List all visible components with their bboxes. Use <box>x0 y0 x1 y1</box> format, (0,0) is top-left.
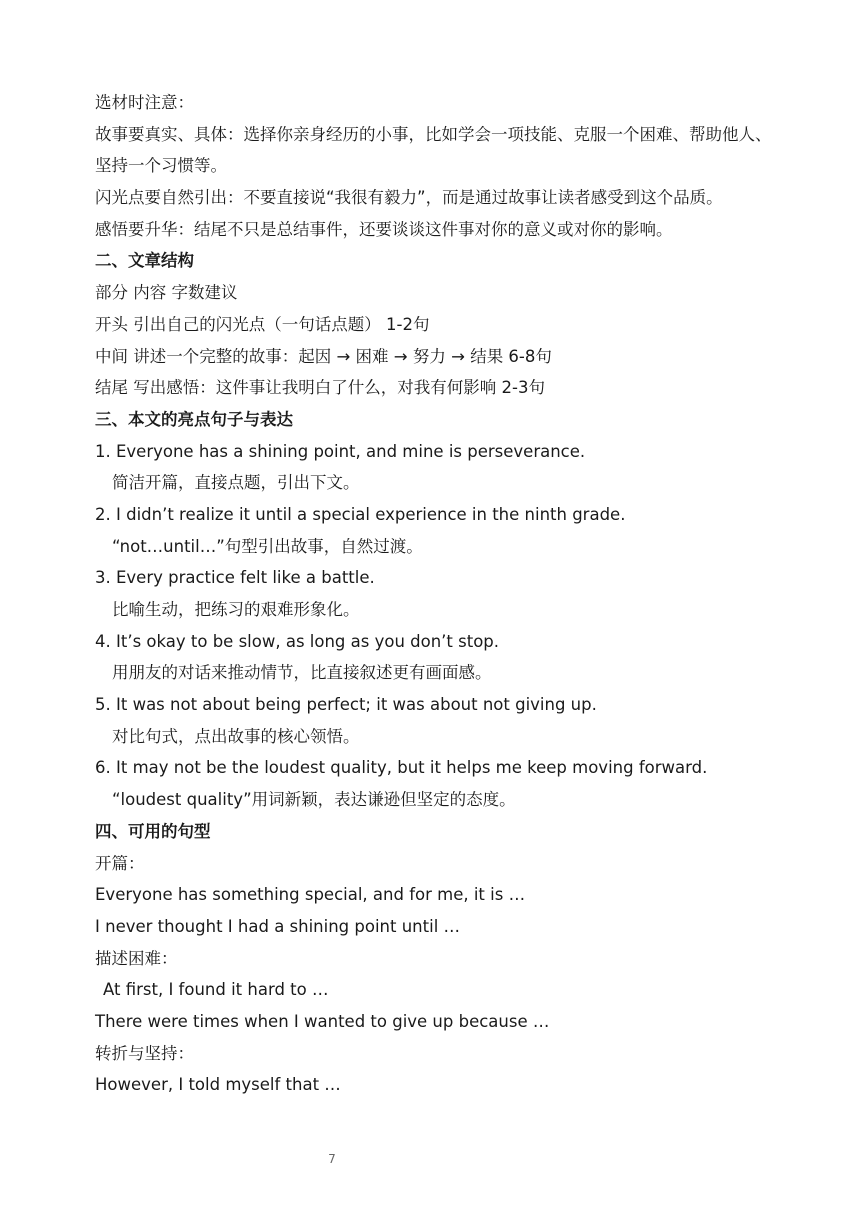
tip-real-specific: 故事要真实、具体：选择你亲身经历的小事，比如学会一项技能、克服一个困难、帮助他人、坚持一个习惯等。 <box>95 124 772 176</box>
highlight-note-6: “loudest quality”用词新颖，表达谦逊但坚定的态度。 <box>112 790 516 810</box>
highlight-sentence-5: 5. It was not about being perfect; it was about not giving up. <box>95 695 597 715</box>
material-selection-intro: 选材时注意： <box>95 93 194 112</box>
highlight-note-2: “not…until…”句型引出故事，自然过渡。 <box>112 536 423 556</box>
document-page <box>95 87 795 1101</box>
highlight-sentence-6: 6. It may not be the loudest quality, but it helps me keep moving forward. <box>95 758 708 778</box>
highlight-sentence-3: 3. Every practice felt like a battle. <box>95 568 375 588</box>
highlight-note-3: 比喻生动，把练习的艰难形象化。 <box>112 600 360 620</box>
tip-sublimate-reflection: 感悟要升华：结尾不只是总结事件，还要谈谈这件事对你的意义或对你的影响。 <box>95 219 673 239</box>
highlight-note-5: 对比句式，点出故事的核心领悟。 <box>112 726 360 746</box>
pattern-label-opening: 开篇： <box>95 853 145 873</box>
pattern-difficulty-1: At first, I found it hard to … <box>103 980 329 1000</box>
page-number: 7 <box>328 1152 336 1166</box>
pattern-label-turn: 转折与坚持： <box>95 1043 194 1063</box>
structure-row-ending: 结尾 写出感悟：这件事让我明白了什么，对我有何影响 2-3句 <box>95 378 545 398</box>
pattern-label-difficulty: 描述困难： <box>95 948 178 968</box>
highlight-sentence-4: 4. It’s okay to be slow, as long as you don’t stop. <box>95 631 500 651</box>
section-heading-sentence-patterns: 四、可用的句型 <box>95 821 211 841</box>
highlight-sentence-1: 1. Everyone has a shining point, and mine is perseverance. <box>95 441 586 461</box>
section-heading-highlights: 三、本文的亮点句子与表达 <box>95 409 293 429</box>
pattern-turn-1: However, I told myself that … <box>95 1075 341 1095</box>
highlight-note-1: 简洁开篇，直接点题，引出下文。 <box>112 473 360 493</box>
tip-natural-highlight: 闪光点要自然引出：不要直接说“我很有毅力”，而是通过故事让读者感受到这个品质。 <box>95 188 723 208</box>
structure-row-opening: 开头 引出自己的闪光点（一句话点题） 1-2句 <box>95 314 430 334</box>
structure-table-header: 部分 内容 字数建议 <box>95 283 238 303</box>
highlight-sentence-2: 2. I didn’t realize it until a special experience in the ninth grade. <box>95 504 626 524</box>
pattern-opening-2: I never thought I had a shining point until … <box>95 916 461 936</box>
structure-row-middle: 中间 讲述一个完整的故事：起因 → 困难 → 努力 → 结果 6-8句 <box>95 346 552 366</box>
pattern-opening-1: Everyone has something special, and for me, it is … <box>95 885 526 905</box>
section-heading-structure: 二、文章结构 <box>95 251 194 271</box>
highlight-note-4: 用朋友的对话来推动情节，比直接叙述更有画面感。 <box>112 663 492 683</box>
pattern-difficulty-2: There were times when I wanted to give up because … <box>95 1011 550 1031</box>
